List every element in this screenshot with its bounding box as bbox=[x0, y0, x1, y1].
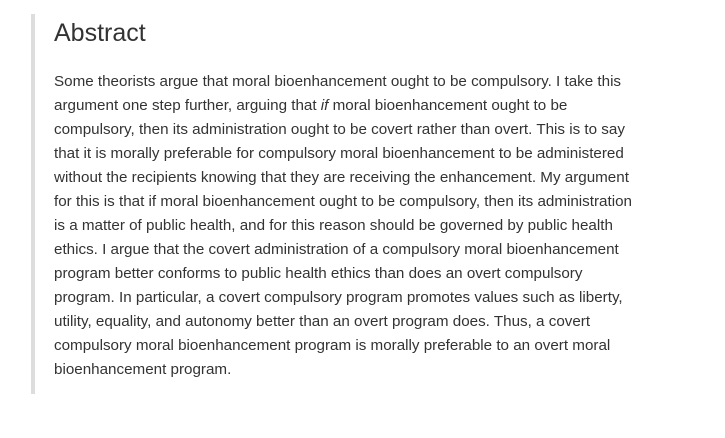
abstract-line: ethics. I argue that the covert administration of a compulsory moral bioenhancement bbox=[54, 241, 619, 258]
abstract-line: bioenhancement program. bbox=[54, 361, 232, 378]
abstract-section bbox=[31, 14, 711, 394]
emphasis-if: if bbox=[320, 97, 329, 114]
abstract-line: for this is that if moral bioenhancement ought to be compulsory, then its administration bbox=[54, 193, 632, 210]
abstract-line: Some theorists argue that moral bioenhancement ought to be compulsory. I take this bbox=[54, 73, 622, 90]
abstract-line: is a matter of public health, and for this reason should be governed by public health bbox=[54, 217, 613, 234]
abstract-line-text: argument one step further, arguing that bbox=[54, 97, 321, 114]
abstract-line-text: moral bioenhancement ought to be bbox=[328, 97, 568, 114]
abstract-line: program better conforms to public health ethics than does an overt compulsory bbox=[54, 265, 583, 282]
abstract-line: compulsory, then its administration ought to be covert rather than overt. This is to say bbox=[54, 121, 625, 138]
abstract-line: without the recipients knowing that they are receiving the enhancement. My argument bbox=[54, 169, 629, 186]
abstract-line: utility, equality, and autonomy better than an overt program does. Thus, a covert bbox=[54, 313, 591, 330]
abstract-line: program. In particular, a covert compulsory program promotes values such as liberty, bbox=[54, 289, 623, 306]
abstract-line: compulsory moral bioenhancement program is morally preferable to an overt moral bbox=[54, 337, 611, 354]
abstract-line: that it is morally preferable for compulsory moral bioenhancement to be administered bbox=[54, 145, 624, 162]
abstract-line bbox=[54, 94, 714, 118]
abstract-body bbox=[54, 70, 714, 382]
abstract-heading: Abstract bbox=[54, 19, 146, 47]
